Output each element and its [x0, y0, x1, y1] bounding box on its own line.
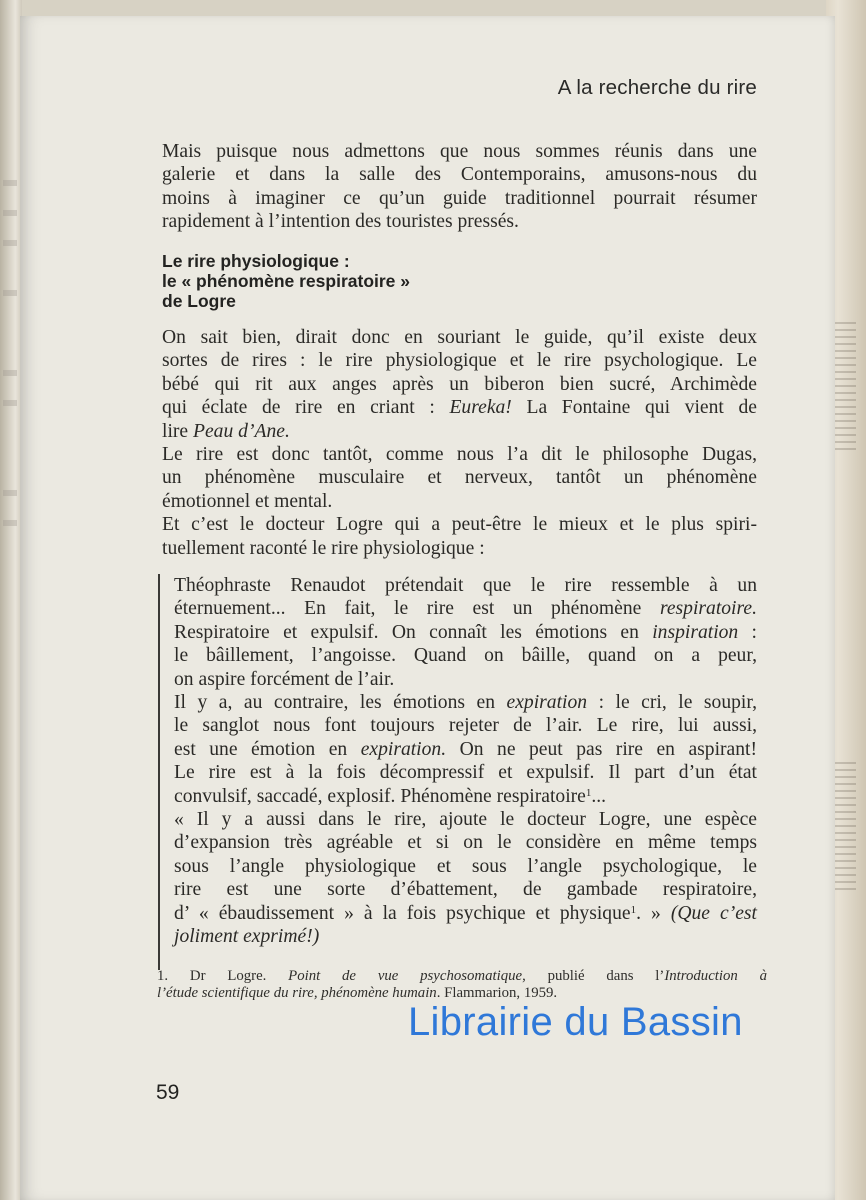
text-line: moins à imaginer ce qu’un guide traditionnel pourrait résumer [162, 187, 757, 209]
text-line: émotionnel et mental. [162, 490, 333, 512]
text-line: lire Peau d’Ane. [162, 420, 290, 442]
emphasis: Eureka! [449, 397, 512, 419]
watermark: Librairie du Bassin [408, 1000, 743, 1044]
text-line: Mais puisque nous admettons que nous sommes réunis dans une [162, 141, 757, 162]
text-line: « Il y a aussi dans le rire, ajoute le docteur Logre, une espèce [174, 809, 757, 831]
previous-page-edge [0, 0, 22, 1200]
footnote-ref: 1 [585, 786, 592, 799]
text-line: tuellement raconté le rire physiologique : [162, 537, 485, 559]
text-line: galerie et dans la salle des Contemporains, amusons-nous du [162, 164, 757, 186]
text-line: d’ « ébaudissement » à la fois psychique et physique$^1$. » (Que c’est [174, 902, 758, 924]
running-head: A la recherche du rire [557, 76, 757, 99]
text-line: bébé qui rit aux anges après un biberon bien sucré, Archimède [162, 373, 757, 395]
text-line: d’expansion très agréable et si on le considère en même temps [174, 832, 757, 854]
text-line: Il y a, au contraire, les émotions en expiration : le cri, le soupir, [174, 692, 757, 714]
text-line: le bâillement, l’angoisse. Quand on bâille, quand on a peur, [174, 645, 757, 667]
heading-line: le « phénomène respiratoire » [162, 270, 411, 291]
text-line: un phénomène musculaire et nerveux, tantôt un phénomène [162, 467, 757, 489]
text-line [174, 925, 757, 948]
text-line: le sanglot nous font toujours rejeter de l’air. Le rire, lui aussi, [174, 715, 757, 737]
footnote-ref: 1 [630, 903, 637, 916]
section-heading [162, 252, 582, 311]
text-line: sortes de rires : le rire physiologique et le rire psychologique. Le [162, 350, 757, 372]
emphasis: expiration. [360, 738, 447, 760]
emphasis: respiratoire. [659, 598, 757, 620]
text-line: qui éclate de rire en criant : Eureka! La Fontaine qui vient de [162, 397, 758, 419]
heading-line: de Logre [162, 290, 236, 311]
text-line: rapidement à l’intention des touristes pressés. [162, 211, 519, 233]
intro-paragraph [162, 140, 757, 234]
text-line: est une émotion en expiration. On ne peut pas rire en aspirant! [174, 738, 757, 760]
text-line: Théophraste Renaudot prétendait que le rire ressemble à un [174, 575, 757, 596]
text-line: éternuement... En fait, le rire est un phénomène respiratoire. [174, 598, 757, 620]
text-line: On sait bien, dirait donc en souriant le guide, qu’il existe deux [162, 327, 757, 348]
footnote-line: 1. Dr Logre. Point de vue psychosomatique, publié dans l’Introduction à [157, 968, 767, 984]
text-line: Le rire est donc tantôt, comme nous l’a dit le philosophe Dugas, [162, 444, 757, 466]
text-line: on aspire forcément de l’air. [174, 668, 395, 690]
text-line: convulsif, saccadé, explosif. Phénomène respiratoire$^1$... [174, 785, 607, 807]
emphasis: joliment exprimé!) [174, 926, 320, 948]
page-number: 59 [156, 1081, 180, 1104]
emphasis: Peau d’Ane. [193, 420, 290, 442]
text-line: rire est une sorte d’ébattement, de gambade respiratoire, [174, 879, 757, 901]
emphasis: inspiration [652, 621, 739, 643]
text-line: Le rire est à la fois décompressif et expulsif. Il part d’un état [174, 762, 757, 784]
body-paragraph [162, 326, 757, 560]
text-line: sous l’angle physiologique et sous l’angle psychologique, le [174, 855, 757, 877]
emphasis: (Que c’est [670, 902, 758, 924]
footnote [157, 968, 767, 1002]
text-line: Respiratoire et expulsif. On connaît les émotions en inspiration : [174, 621, 758, 643]
quote-bar [158, 574, 160, 970]
footnote-line: l’étude scientifique du rire, phénomène humain. Flammarion, 1959. [157, 985, 558, 1001]
text-line: Et c’est le docteur Logre qui a peut-être le mieux et le plus spiri- [162, 514, 757, 536]
block-quote [174, 574, 757, 949]
emphasis: expiration [506, 692, 588, 714]
heading-line: Le rire physiologique : [162, 251, 350, 271]
